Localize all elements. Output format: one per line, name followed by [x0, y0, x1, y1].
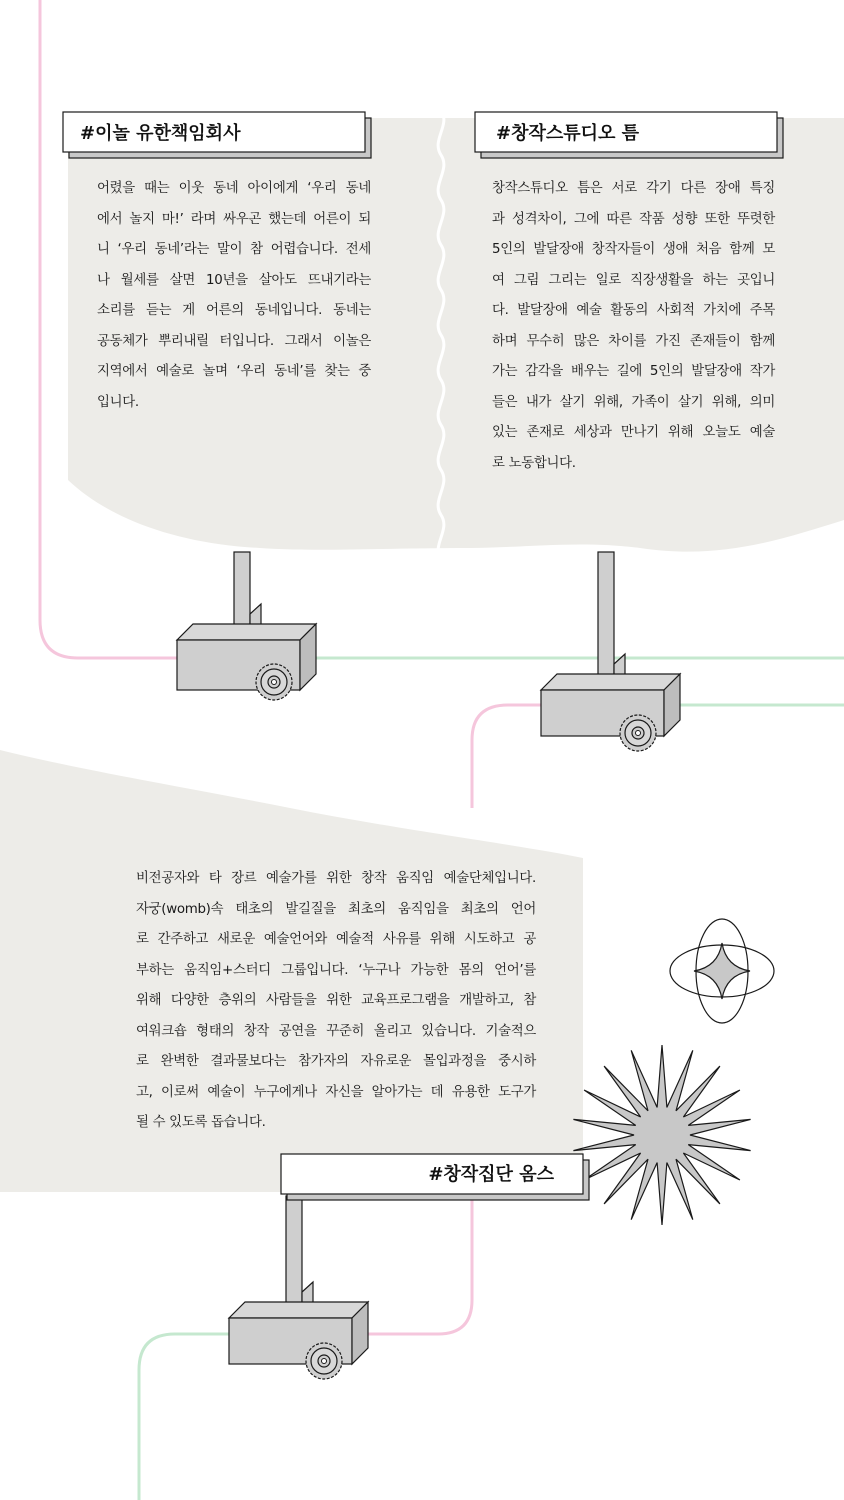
body-line: 들은 내가 살기 위해, 가족이 살기 위해, 의미: [492, 394, 775, 410]
body-line: 가는 감각을 배우는 길에 5인의 발달장애 작가: [492, 364, 775, 379]
body-line: 니 ‘우리 동네’라는 말이 참 어렵습니다. 전세: [97, 242, 371, 257]
pink-line-bottom: [368, 1192, 472, 1334]
section-body: [97, 174, 371, 418]
starburst-icon: [573, 1045, 750, 1225]
body-line: 로 노동합니다.: [492, 455, 576, 471]
body-line: 나 월세를 살면 10년을 살아도 뜨내기라는: [97, 272, 371, 288]
body-line: 고, 이로써 예술이 누구에게나 자신을 알아가는 데 유용한 도구가: [136, 1084, 536, 1100]
body-line: 로 간주하고 새로운 예술언어와 예술적 사유를 위해 시도하고 공: [136, 932, 536, 947]
body-line: 있는 존재로 세상과 만나기 위해 오늘도 예술: [492, 425, 775, 440]
orbit-star-icon: [670, 919, 774, 1023]
cart-icon: [541, 552, 680, 751]
sign-board-2: [475, 112, 783, 158]
body-line: 에서 놀지 마!’ 라며 싸우곤 했는데 어른이 되: [97, 211, 371, 227]
sign-board-1: [63, 112, 371, 158]
wheel-icon: [306, 1343, 342, 1379]
section-title: #창작집단 옴스: [428, 1164, 554, 1185]
body-line: 부하는 움직임+스터디 그룹입니다. ‘누구나 가능한 몸의 언어’를: [136, 962, 536, 978]
body-line: 어렸을 때는 이웃 동네 아이에게 ‘우리 동네: [97, 181, 371, 196]
body-line: 로 완벽한 결과물보다는 참가자의 자유로운 몰입과정을 중시하: [136, 1054, 536, 1069]
body-line: 공동체가 뿌리내릴 터입니다. 그래서 이놀은: [97, 333, 371, 349]
cart-icon: [177, 552, 316, 700]
cart-icon: [229, 1196, 368, 1379]
green-line-bottom: [139, 1334, 230, 1500]
body-line: 다. 발달장애 예술 활동의 사회적 가치에 주목: [492, 303, 775, 318]
body-line: 될 수 있도록 돕습니다.: [136, 1115, 266, 1130]
section-body: [492, 174, 775, 479]
wheel-icon: [620, 715, 656, 751]
body-line: 하며 무수히 많은 차이를 가진 존재들이 함께: [492, 333, 775, 349]
section-title: #창작스튜디오 틈: [496, 123, 640, 144]
body-line: 입니다.: [97, 394, 139, 410]
section-body: [136, 864, 536, 1139]
body-line: 5인의 발달장애 창작자들이 생애 처음 함께 모: [492, 242, 775, 257]
wheel-icon: [256, 664, 292, 700]
body-line: 여 그림 그리는 일로 직장생활을 하는 곳입니: [492, 272, 775, 288]
body-line: 소리를 듣는 게 어른의 동네입니다. 동네는: [97, 303, 371, 318]
body-line: 자궁(womb)속 태초의 발길질을 최초의 움직임을 최초의 언어: [136, 901, 536, 917]
body-line: 여워크숍 형태의 창작 공연을 꾸준히 올리고 있습니다. 기술적으: [136, 1023, 536, 1039]
body-line: 위해 다양한 층위의 사람들을 위한 교육프로그램을 개발하고, 참: [136, 993, 536, 1008]
body-line: 과 성격차이, 그에 따른 작품 성향 또한 뚜렷한: [492, 211, 775, 227]
body-line: 지역에서 예술로 놀며 ‘우리 동네’를 찾는 중: [97, 364, 371, 379]
body-line: 창작스튜디오 틈은 서로 각기 다른 장애 특징: [492, 181, 775, 196]
sign-board-3: [281, 1154, 589, 1200]
pink-line-middle: [472, 705, 542, 808]
section-title: #이놀 유한책임회사: [80, 123, 241, 144]
body-line: 비전공자와 타 장르 예술가를 위한 창작 움직임 예술단체입니다.: [136, 871, 536, 886]
